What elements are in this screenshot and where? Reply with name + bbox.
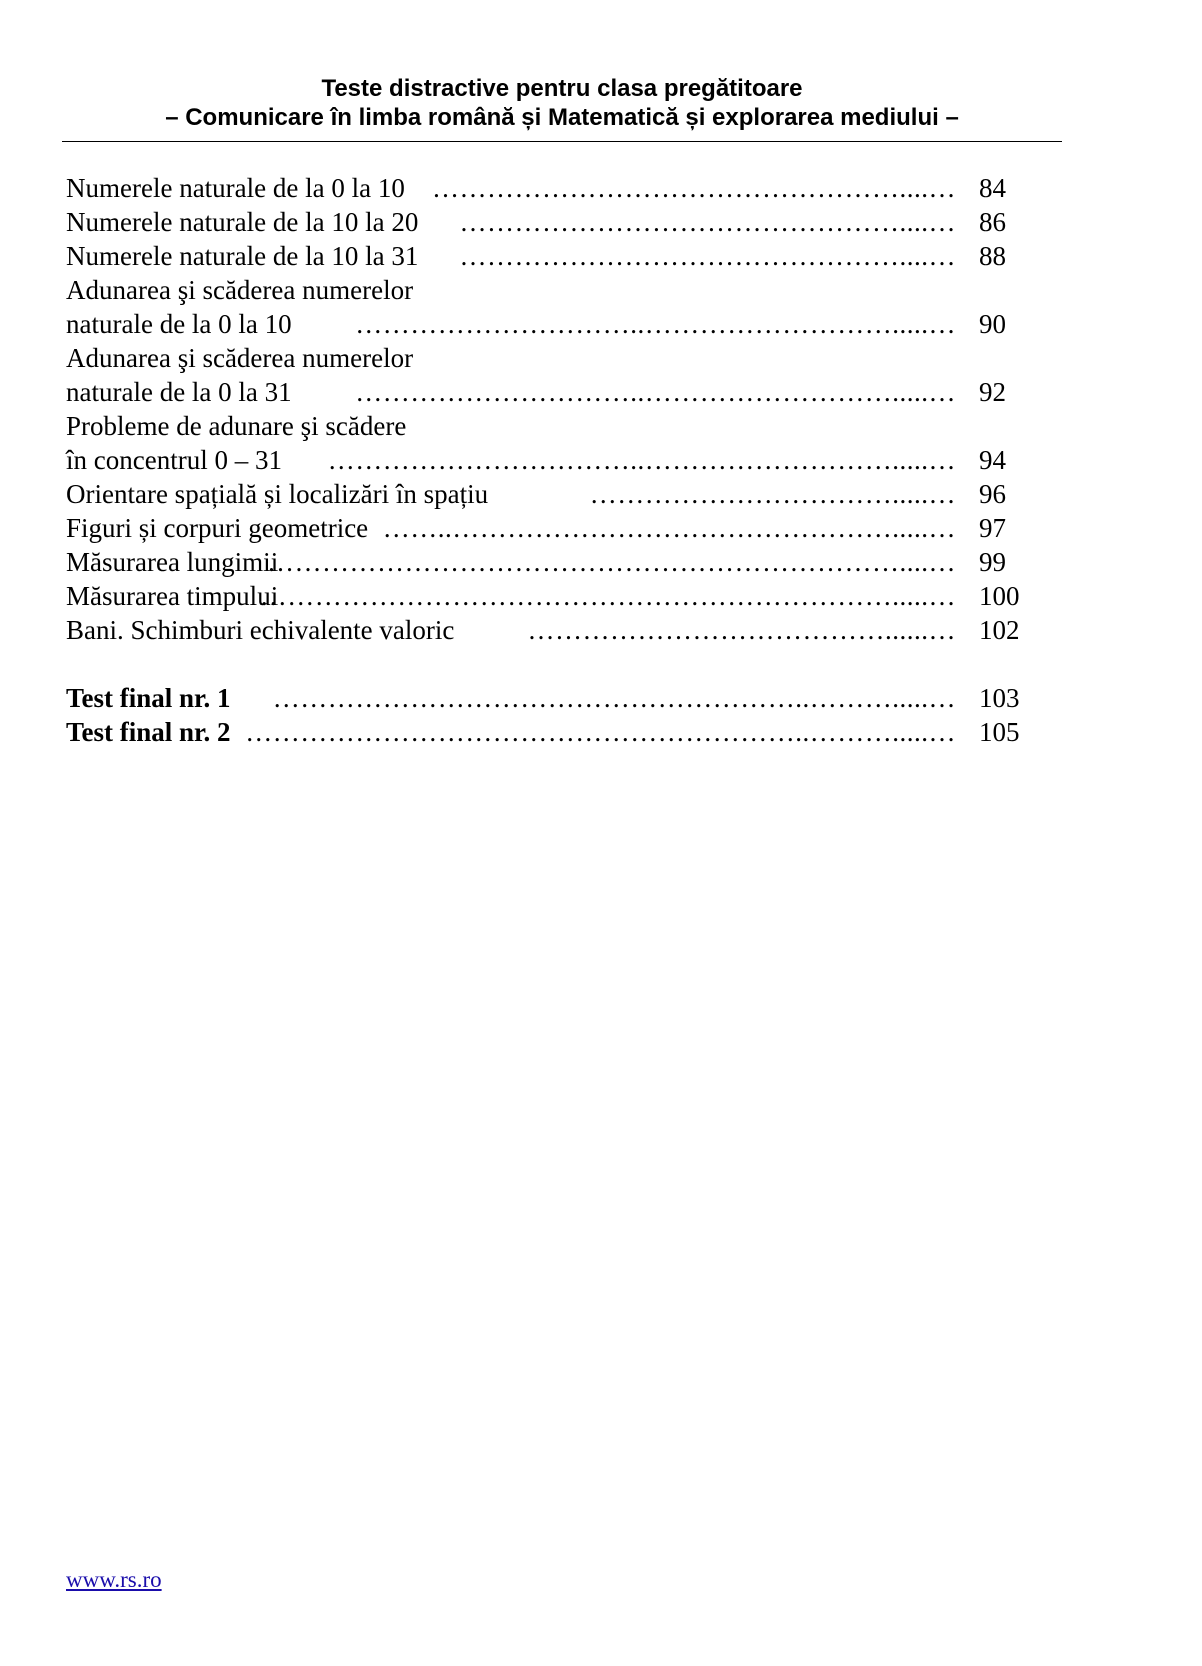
toc-entry-leader: ……………………………………………....… [432, 173, 956, 203]
page-header [62, 74, 1062, 132]
toc-entry-leader: …………………………….....… [589, 479, 956, 509]
toc-entry-title: Numerele naturale de la 10 la 20 [66, 207, 419, 237]
toc-entry-leader: …………………………………………....… [459, 241, 956, 271]
toc-entry-final-test [66, 681, 1026, 715]
toc-entry-continued [66, 273, 1026, 307]
toc-entry-final-test [66, 715, 1026, 749]
toc-entry-page: 103 [979, 683, 1020, 713]
toc-entry-page: 99 [979, 547, 1006, 577]
toc-entry [66, 307, 1026, 341]
toc-entry-leader: ……………………………………………………………....… [267, 547, 956, 577]
toc-entry-leader: …………………………………………………..……….....… [272, 683, 956, 713]
toc-entry-page: 88 [979, 241, 1006, 271]
toc-entry [66, 239, 1026, 273]
toc-entry-title: Măsurarea lungimii [66, 547, 279, 577]
header-title-line-1: Teste distractive pentru clasa pregătitoare [321, 75, 803, 102]
toc-entry-title: Numerele naturale de la 0 la 10 [66, 173, 405, 203]
toc-entry-leader: …………………………………………………………….....… [259, 581, 956, 611]
toc-entry-leader: …………………………………......… [527, 615, 956, 645]
toc-entry-page: 84 [979, 173, 1006, 203]
footer-website-link[interactable]: www.rs.ro [66, 1567, 162, 1592]
toc-spacer [66, 647, 1026, 681]
toc-entry-title: Adunarea şi scăderea numerelor [66, 343, 414, 373]
toc-entry-page: 102 [979, 615, 1020, 645]
toc-entry-title: Măsurarea timpului [66, 581, 279, 611]
toc-entry [66, 205, 1026, 239]
toc-entry-title: Numerele naturale de la 10 la 31 [66, 241, 419, 271]
toc-entry-page: 100 [979, 581, 1020, 611]
toc-entry-title: Test final nr. 1 [66, 683, 231, 713]
toc-entry-page: 96 [979, 479, 1006, 509]
toc-entry-page: 94 [979, 445, 1006, 475]
toc-entry-title: Bani. Schimburi echivalente valoric [66, 615, 455, 645]
toc-entry-page: 92 [979, 377, 1006, 407]
toc-entry [66, 511, 1026, 545]
toc-entry [66, 579, 1026, 613]
toc-entry-leader: ……..………………………………………….....… [382, 513, 956, 543]
toc-entry-continued [66, 341, 1026, 375]
toc-entry-leader: …………………………..……………………….....… [355, 377, 956, 407]
toc-entry-page: 97 [979, 513, 1006, 543]
toc-entry-page: 86 [979, 207, 1006, 237]
toc-entry-continued [66, 409, 1026, 443]
toc-entry [66, 443, 1026, 477]
table-of-contents [66, 171, 1026, 749]
toc-entry [66, 375, 1026, 409]
toc-entry-leader: …………………………………………....… [459, 207, 956, 237]
toc-entry-title: în concentrul 0 – 31 [66, 445, 282, 475]
toc-entry-page: 90 [979, 309, 1006, 339]
toc-entry-leader: ……………………………..……………………….....… [327, 445, 956, 475]
toc-entry-title: Test final nr. 2 [66, 717, 231, 747]
toc-entry-title: naturale de la 0 la 31 [66, 377, 292, 407]
toc-entry-title: naturale de la 0 la 10 [66, 309, 292, 339]
toc-entry [66, 545, 1026, 579]
header-divider [62, 141, 1062, 142]
toc-entry-title: Figuri și corpuri geometrice [66, 513, 369, 543]
toc-entry [66, 613, 1026, 647]
toc-entry-page: 105 [979, 717, 1020, 747]
toc-entry-title: Orientare spațială și localizări în spațiu [66, 479, 489, 509]
header-title-line-2: – Comunicare în limba română și Matematică și explorarea mediului – [165, 104, 959, 131]
toc-entry [66, 171, 1026, 205]
toc-entry-title: Adunarea şi scăderea numerelor [66, 275, 414, 305]
toc-entry-leader: ……………………………………………………..……….....… [245, 717, 956, 747]
toc-entry-title: Probleme de adunare şi scădere [66, 411, 407, 441]
toc-entry [66, 477, 1026, 511]
toc-entry-leader: …………………………..……………………….....… [355, 309, 956, 339]
